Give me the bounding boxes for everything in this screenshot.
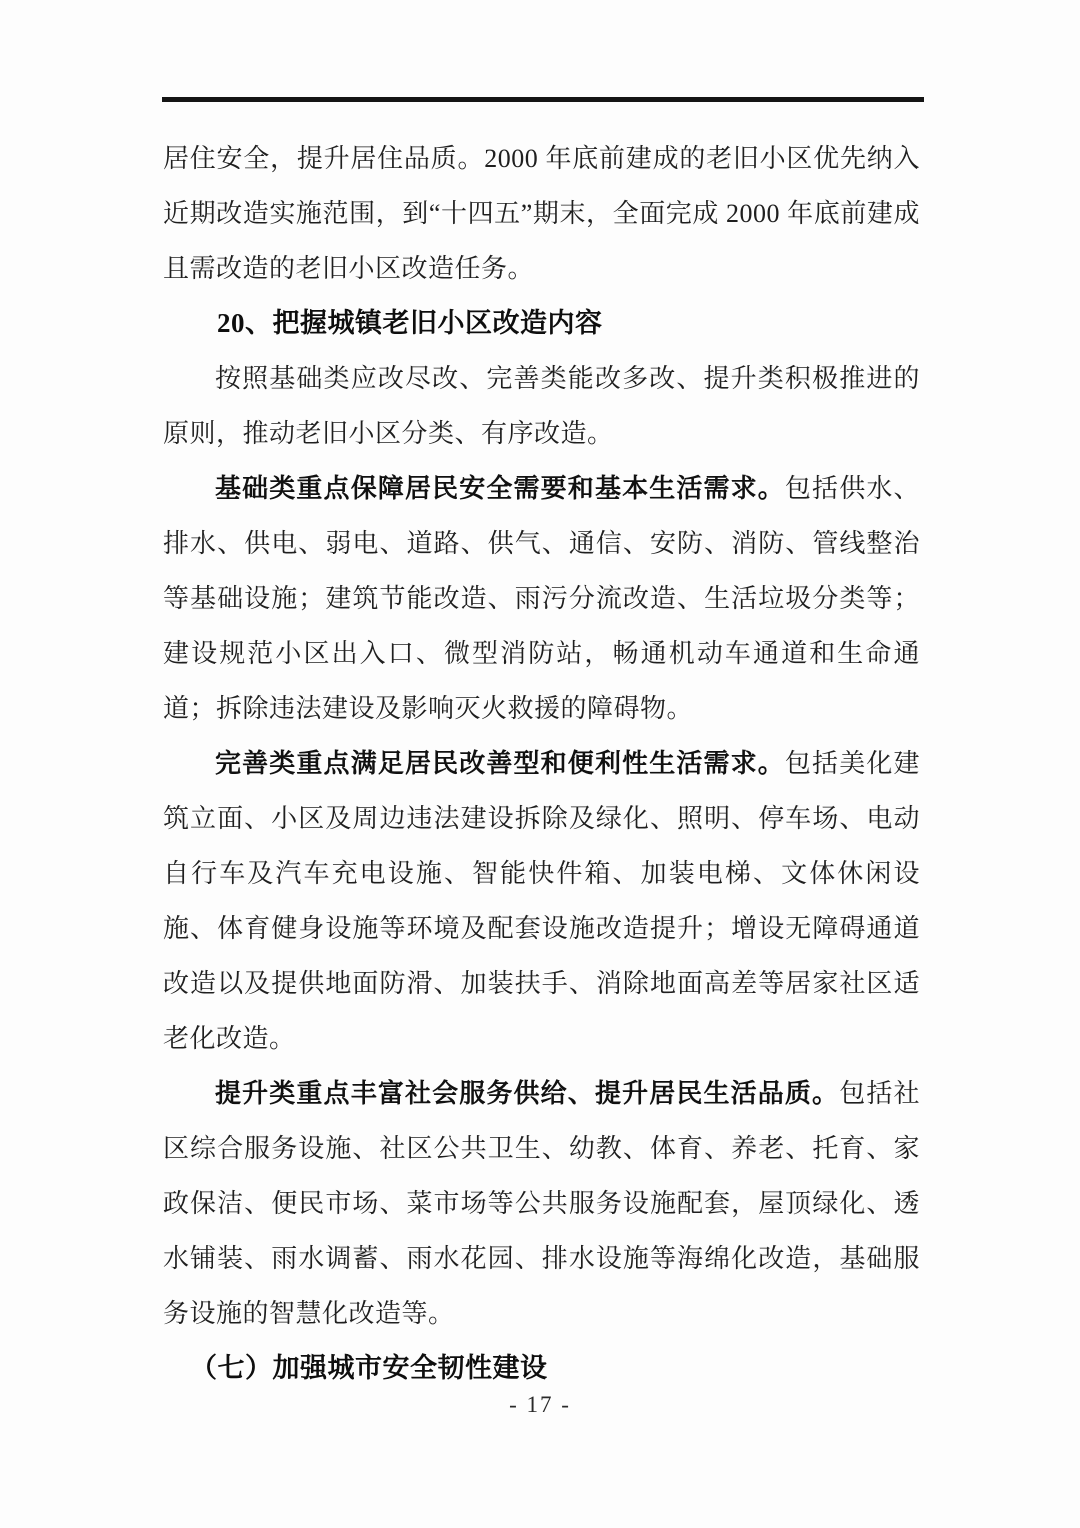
paragraph-continuation: 居住安全，提升居住品质。2000 年底前建成的老旧小区优先纳入近期改造实施范围，到“十四五”期末，全面完成 2000 年底前建成且需改造的老旧小区改造任务。 [163, 144, 920, 283]
document-body [163, 131, 920, 1396]
page-footer [0, 1390, 1080, 1420]
paragraph-lead-basic: 基础类重点保障居民安全需要和基本生活需求。 [215, 474, 785, 503]
paragraph-basic-category [163, 461, 920, 736]
header-rule [162, 97, 924, 102]
paragraph-improvement-category [163, 736, 920, 1066]
paragraph-text-basic: 包括供水、排水、供电、弱电、道路、供气、通信、安防、消防、管线整治等基础设施；建筑节能改造、雨污分流改造、生活垃圾分类等；建设规范小区出入口、微型消防站，畅通机动车通道和生命通道；拆除违法建设及影响灭火救援的障碍物。 [163, 474, 920, 723]
paragraph-lead-improvement: 完善类重点满足居民改善型和便利性生活需求。 [215, 749, 785, 778]
paragraph-text-improvement: 包括美化建筑立面、小区及周边违法建设拆除及绿化、照明、停车场、电动自行车及汽车充电设施、智能快件箱、加装电梯、文体休闲设施、体育健身设施等环境及配套设施改造提升；增设无障碍通道改造以及提供地面防滑、加装扶手、消除地面高差等居家社区适老化改造。 [163, 749, 920, 1053]
section-heading-20: 20、把握城镇老旧小区改造内容 [217, 308, 603, 338]
page-number: - 17 - [509, 1392, 571, 1417]
paragraph-lead-upgrade: 提升类重点丰富社会服务供给、提升居民生活品质。 [215, 1079, 840, 1108]
paragraph-principle: 按照基础类应改尽改、完善类能改多改、提升类积极推进的原则，推动老旧小区分类、有序改造。 [163, 364, 920, 448]
section-heading-7: （七）加强城市安全韧性建设 [190, 1353, 548, 1383]
paragraph-upgrade-category [163, 1066, 920, 1341]
paragraph-text-upgrade: 包括社区综合服务设施、社区公共卫生、幼教、体育、养老、托育、家政保洁、便民市场、菜市场等公共服务设施配套，屋顶绿化、透水铺装、雨水调蓄、雨水花园、排水设施等海绵化改造，基础服务设施的智慧化改造等。 [163, 1079, 920, 1328]
